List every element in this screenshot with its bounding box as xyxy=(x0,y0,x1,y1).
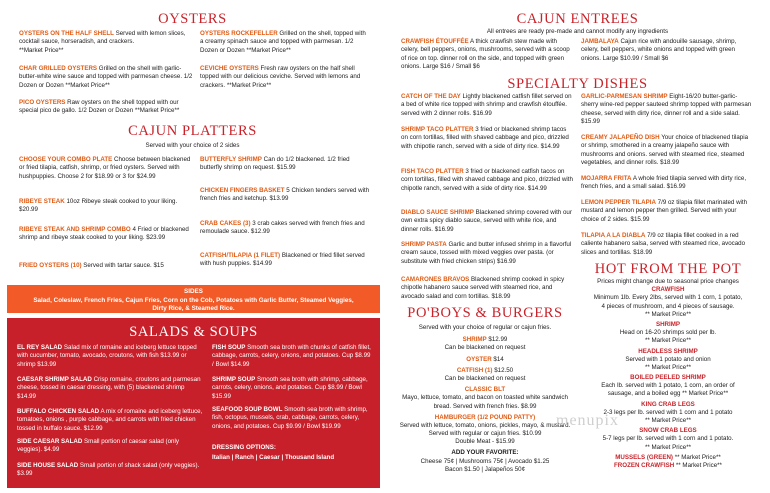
item-name: JAMBALAYA xyxy=(581,38,619,45)
item-desc: Small portion of caesar salad (only veggies). $4.99 xyxy=(17,438,179,454)
item-name: SEAFOOD SOUP BOWL xyxy=(212,406,283,413)
item-desc: 10oz Ribeye steak cooked to your liking. $20.99 xyxy=(19,198,178,214)
menu-item xyxy=(397,414,573,447)
item-desc: Mayo, lettuce, tomato, and bacon on toasted white sandwich bread. Served with french fries. $8.99 xyxy=(402,394,568,410)
menu-item xyxy=(19,65,197,90)
item-name: CHOOSE YOUR COMBO PLATE xyxy=(19,156,113,163)
menu-item xyxy=(200,252,370,269)
item-price: $14 xyxy=(491,355,504,363)
menu-item xyxy=(578,321,758,346)
item-name: MUSSELS (GREEN) xyxy=(615,453,673,461)
item-price: $12.50 xyxy=(492,366,514,374)
cajun-platters-heading: CAJUN PLATTERS xyxy=(128,123,257,139)
menu-item xyxy=(19,198,195,215)
menu-item xyxy=(578,454,758,462)
item-name: FISH TACO PLATTER xyxy=(401,168,464,175)
menu-item xyxy=(397,386,573,411)
item-name: FROZEN CRAWFISH xyxy=(614,461,675,469)
salads-soups-heading: SALADS & SOUPS xyxy=(129,324,258,340)
item-desc: Each lb. served with 1 potato, 1 corn, an order of xyxy=(601,382,735,390)
item-desc: Smooth sea broth with shrimp, fish, octopus, mussels, crab, cabbage, carrots, celery, onions, and potatoes. Cup $9.99 / Bowl $19.99 xyxy=(212,406,368,430)
item-name: RIBEYE STEAK AND SHRIMP COMBO xyxy=(19,226,131,233)
item-desc: Smooth sea broth with shrimp, cabbage, carrots, celery, onions, and potatoes. Cup $8.99 / Bowl $15.99 xyxy=(212,376,368,400)
favorite-title: ADD YOUR FAVORITE: xyxy=(451,449,519,457)
item-name: SNOW CRAB LEGS xyxy=(639,427,697,435)
item-desc: Blackened shrimp cooked in spicy chipotle habanero sauce served with steamed rice, and avocado salad and corn tortillas. $18.99 xyxy=(401,276,565,300)
item-name: GARLIC-PARMESAN SHRIMP xyxy=(581,93,668,100)
item-desc: Can be blackened on request xyxy=(444,374,526,382)
item-desc: Served with tartar sauce. $15 xyxy=(81,262,164,269)
menu-item xyxy=(17,376,205,401)
item-name: LEMON PEPPER TILAPIA xyxy=(581,199,656,206)
menu-item xyxy=(17,344,205,369)
item-desc: Cajun rice with andouille sausage, shrimp, celery, bell peppers, white onions and topped with green onions. Large $10.99 / Small $6 xyxy=(581,38,737,62)
menu-item xyxy=(578,462,758,470)
item-desc: 7/9 oz tilapia fillet marinated with mustard and lemon pepper then grilled. Served with your choice of 2 sides. $15.99 xyxy=(581,199,748,223)
item-name: CATCH OF THE DAY xyxy=(401,93,461,100)
menu-item xyxy=(200,156,370,173)
item-desc: ** Market Price** xyxy=(644,310,692,318)
item-name: DIABLO SAUCE SHRIMP xyxy=(401,209,474,216)
menu-item xyxy=(581,199,753,224)
cajun-entrees-subtitle: All entrees are ready pre-made and cannot modify any ingredients xyxy=(486,28,669,35)
item-name: BUTTERFLY SHRIMP xyxy=(200,156,262,163)
item-desc: Small portion of shack salad (only veggies). $3.99 xyxy=(17,462,200,478)
menu-item xyxy=(401,276,573,301)
dressing-list: Italian | Ranch | Caesar | Thousand Island xyxy=(212,454,335,462)
item-name: CLASSIC BLT xyxy=(464,386,506,394)
item-desc: Grilled on the shell with garlic-butter-white wine sauce and topped with parmesan cheese. 1/2 Dozen or Dozen **Market Price** xyxy=(19,65,193,89)
menu-item xyxy=(401,241,573,266)
item-desc: Head on 16-20 shrimps sold per lb. xyxy=(619,329,717,337)
poboys-list xyxy=(397,324,573,474)
item-desc: Double Meat - $15.99 xyxy=(455,438,515,446)
sides-line: Dirty Rice, & Steamed Rice. xyxy=(152,305,235,312)
menu-item xyxy=(19,226,195,243)
item-name: CRAB CAKES (3) xyxy=(200,220,251,227)
item-name: SHRIMP xyxy=(462,336,487,344)
oysters-heading: OYSTERS xyxy=(158,11,227,27)
cajun-platters-subtitle: Served with your choice of 2 sides xyxy=(145,142,240,149)
cajun-entrees-heading: CAJUN ENTREES xyxy=(516,11,639,27)
menu-item xyxy=(581,38,753,63)
item-name: CHAR GRILLED OYSTERS xyxy=(19,65,98,72)
item-desc: Can be blackened on request xyxy=(444,344,526,352)
item-desc: 4 pieces of mushroom, and 4 pieces of sausage. xyxy=(601,302,735,310)
item-name: BOILED PEELED SHRIMP xyxy=(630,374,706,382)
menu-item xyxy=(17,462,205,479)
item-desc: Salad mix of romaine and iceberg lettuce topped with cucumber, tomato, avocado, croutons, with fish $13.99 or shrimp $13.99 xyxy=(17,344,197,368)
hot-pot-subtitle: Prices might change due to seasonal price changes xyxy=(597,278,739,285)
menu-item xyxy=(212,406,372,431)
menu-item xyxy=(581,93,753,126)
menu-item xyxy=(19,262,195,270)
item-name: MOJARRA FRITA xyxy=(581,175,632,182)
sides-banner xyxy=(7,285,380,313)
sides-line: Salad, Coleslaw, French Fries, Cajun Fries, Corn on the Cob, Potatoes with Garlic Butter, Steamed Veggies, xyxy=(33,296,354,304)
favorite-line: Cheese 75¢ | Mushrooms 75¢ | Avocado $1.25 xyxy=(420,457,550,465)
item-desc: 4 Fried or blackened shrimp and ribeye steak cooked to your liking. $23.99 xyxy=(19,226,189,242)
menu-item xyxy=(581,175,753,192)
item-desc: 2-3 legs per lb. served with 1 corn and 1 potato xyxy=(603,408,733,416)
item-name: HAMBURGER (1/2 POUND PATTY) xyxy=(434,413,536,421)
item-desc: Served with 1 potato and onion xyxy=(625,355,711,363)
item-desc: ** Market Price** xyxy=(644,417,692,424)
menu-item xyxy=(200,187,370,204)
item-desc: Blackened shrimp covered with our own extra spicy diablo sauce, served with white rice, and dinner rolls. $16.99 xyxy=(401,209,572,233)
menu-item xyxy=(578,348,758,373)
poboys-heading: PO'BOYS & BURGERS xyxy=(407,305,563,321)
menu-item xyxy=(397,367,573,383)
menu-item xyxy=(212,344,372,369)
item-name: OYSTER xyxy=(466,355,492,363)
item-name: PICO OYSTERS xyxy=(19,99,66,106)
menu-item xyxy=(397,336,573,352)
item-name: CHICKEN FINGERS BASKET xyxy=(200,187,285,194)
favorite-line: Bacon $1.50 | Jalapeños 50¢ xyxy=(444,465,526,473)
item-name: SHRIMP PASTA xyxy=(401,241,447,248)
specialty-heading: SPECIALTY DISHES xyxy=(507,76,648,92)
item-name: OYSTERS ON THE HALF SHELL xyxy=(19,30,114,37)
item-name: TILAPIA A LA DIABLA xyxy=(581,232,646,239)
item-desc: 3 fried or blackened shrimp tacos on corn tortillas, filled with shaved cabbage and pico, drizzled with chipotle ranch, served with a side of dirty rice. $14.99 xyxy=(401,126,569,150)
item-desc: Can do 1/2 blackened. 1/2 fried butterfly shrimp on request. $15.99 xyxy=(200,156,350,172)
menu-item xyxy=(581,134,753,167)
item-name: CAMARONES BRAVOS xyxy=(401,276,470,283)
item-name: SIDE CAESAR SALAD xyxy=(17,438,83,445)
item-desc: Your choice of blackened tilapia or shrimp, smothered in a creamy jalapeño sauce with mushrooms and onions. served with steamed rice, steamed vegetables, and dinner rolls. $18.99 xyxy=(581,134,749,166)
menu-item xyxy=(578,374,758,399)
menu-item xyxy=(401,209,573,234)
dressing-title: DRESSING OPTIONS: xyxy=(212,444,276,451)
item-name: FISH SOUP xyxy=(212,344,246,351)
item-name: CATFISH/TILAPIA (1 FILET) xyxy=(200,252,281,259)
menu-item xyxy=(19,30,197,55)
dressing-options xyxy=(212,444,377,463)
watermark: menupix xyxy=(556,412,619,429)
item-desc: 3 fried or blackened catfish tacos on corn tortillas, filled with shaved cabbage and pico, drizzled with chipotle ranch, served with a side of dirty rice. $14.99 xyxy=(401,168,573,192)
item-desc: Eight-16/20 butter-garlic-sherry wine-red pepper sauteed shrimp topped with parmesan cheese, served with dirty rice, dinner roll and a side salad. $15.99 xyxy=(581,93,752,125)
menu-item xyxy=(200,65,370,90)
item-name: HEADLESS SHRIMP xyxy=(638,347,698,355)
item-name: SHRIMP TACO PLATTER xyxy=(401,126,474,133)
item-name: CRAWFISH xyxy=(651,286,685,294)
item-price: $12.99 xyxy=(486,336,508,344)
item-desc: Grilled on the shell, topped with a creamy spinach sauce and topped with parmesan. 1/2 Dozen or Dozen **Market Price** xyxy=(200,30,366,54)
item-desc: ** Market Price** xyxy=(644,337,692,345)
item-desc: sausage, and a boiled egg ** Market Price** xyxy=(607,390,729,398)
item-desc: ** Market Price** xyxy=(644,363,692,371)
item-name: RIBEYE STEAK xyxy=(19,198,65,205)
menu-item xyxy=(200,220,370,237)
menu-item xyxy=(19,156,195,181)
item-desc: Raw oysters on the shell topped with our special pico de gallo. 1/2 Dozen or Dozen **Market Price** xyxy=(19,99,180,115)
menu-item xyxy=(401,168,573,193)
item-desc: Fresh raw oysters on the half shell topped with our delicious ceviche. Served with lemons and crackers. **Market Price** xyxy=(200,65,361,89)
item-name: CAESAR SHRIMP SALAD xyxy=(17,376,92,383)
menu-item xyxy=(401,93,573,118)
item-name: EL REY SALAD xyxy=(17,344,63,351)
item-price: ** Market Price** xyxy=(674,461,722,469)
item-name: SIDE HOUSE SALAD xyxy=(17,462,79,469)
item-desc: A whole fried tilapia served with dirty rice, french fries, and a small salad. $16.99 xyxy=(581,175,747,191)
item-name: CRAWFISH ÉTOUFFÉE xyxy=(401,38,469,45)
item-desc: Served with lemon slices, cocktail sauce, horseradish, and crackers. xyxy=(19,30,186,46)
item-price: **Market Price** xyxy=(19,46,64,54)
item-desc: ** Market Price** xyxy=(644,443,692,451)
item-desc: 5 Chicken tenders served with french fries and ketchup. $13.99 xyxy=(200,187,370,203)
item-desc: 3 crab cakes served with french fries and remoulade sauce. $12.99 xyxy=(200,220,365,236)
item-name: CATFISH (1) xyxy=(456,366,493,374)
item-name: OYSTERS ROCKEFELLER xyxy=(200,30,278,37)
item-name: FRIED OYSTERS (10) xyxy=(19,262,82,269)
menu-item xyxy=(19,99,197,116)
item-desc: Blackened or fried fillet served with hush puppies. $14.99 xyxy=(200,252,365,268)
item-desc: Garlic and butter infused shrimp in a flavorful cream sauce, tossed with mixed veggies over pasta. (or substitute with fried chicken strips) $16.99 xyxy=(401,241,572,265)
item-name: CEVICHE OYSTERS xyxy=(200,65,259,72)
menu-item xyxy=(17,408,205,433)
hot-pot-list xyxy=(578,278,758,470)
salads-soups-panel xyxy=(7,318,380,488)
item-desc: A thick crawfish stew made with celery, bell peppers, onions, mushrooms, served with a scoop of rice on top. dinner roll on the side, and topped with green onions. Large $16 / Small $6 xyxy=(401,38,570,70)
hot-pot-heading: HOT FROM THE POT xyxy=(594,261,742,277)
menu-item xyxy=(397,356,573,364)
menu-item xyxy=(212,376,372,401)
menu-item xyxy=(578,286,758,319)
item-desc: Smooth sea broth with chunks of catfish fillet, cabbage, carrots, celery, onions, and potatoes. Cup $8.99 / Bowl $14.99 xyxy=(212,344,371,368)
item-desc: Choose between blackened or fried tilapia, catfish, shrimp, or fried oysters. Served with hushpuppies. Choose 2 for $18.99 or 3 for $24.99 xyxy=(19,156,191,180)
item-desc: Served with lettuce, tomato, onions, pickles, mayo, & mustard. Served with regular or cajun fries. $10.99 xyxy=(399,421,571,438)
menu-item xyxy=(17,438,205,455)
menu-item xyxy=(200,30,370,55)
item-desc: Crisp romaine, croutons and parmesan cheese, tossed in caesar dressing, with (5) blackened shrimp $14.99 xyxy=(17,376,201,400)
item-desc: Minimum 1lb. Every 2lbs, served with 1 corn, 1 potato, xyxy=(593,294,743,302)
item-desc: 7/9 oz tilapia fillet cooked in a red caliente habanero salsa, served with steamed rice, avocado slices and tortillas. $18.99 xyxy=(581,232,746,256)
item-desc: 5-7 legs per lb. served with 1 corn and 1 potato. xyxy=(602,435,734,443)
menu-item xyxy=(401,126,573,151)
item-name: KING CRAB LEGS xyxy=(641,400,695,408)
item-name: BUFFALO CHICKEN SALAD xyxy=(17,408,100,415)
sides-title: SIDES xyxy=(184,288,203,295)
menu-item xyxy=(581,232,753,257)
item-desc: Lightly blackened catfish fillet served on a bed of white rice topped with shrimp and crawfish étouffée. served with 2 dinner rolls. $16.99 xyxy=(401,93,572,117)
item-desc: A mix of romaine and iceberg lettuce, tomatoes, onions , purple cabbage, and carrots with fried chicken tossed in buffalo sauce. $12.99 xyxy=(17,408,203,432)
item-name: SHRIMP xyxy=(655,320,681,328)
poboys-subtitle: Served with your choice of regular or cajun fries. xyxy=(418,324,552,331)
item-name: CREAMY JALAPEÑO DISH xyxy=(581,134,660,141)
item-price: ** Market Price** xyxy=(672,453,721,461)
item-name: SHRIMP SOUP xyxy=(212,376,256,383)
menu-item xyxy=(401,38,573,71)
